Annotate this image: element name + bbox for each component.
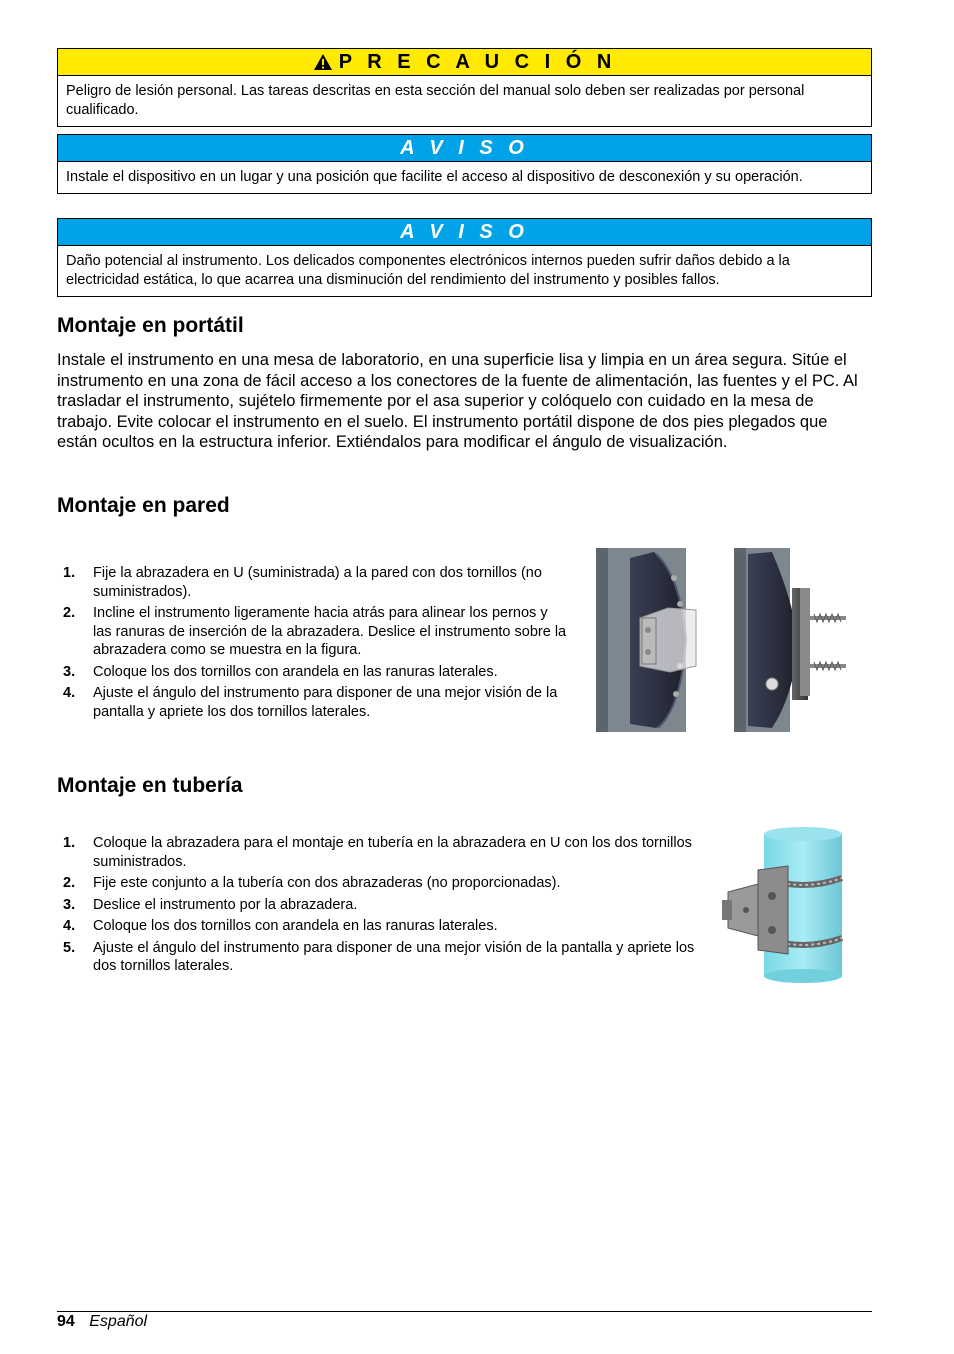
portable-paragraph: Instale el instrumento en una mesa de laboratorio, en una superficie lisa y limpia en un área segura. Sitúe el instrumento en una zona de fácil acceso a los conectores de la fuente de alimentación, las fuentes y el PC. Al trasladar el instrumento, sujételo firmemente por el asa superior y colóquelo con cuidado en la mesa de trabajo. Evite colocar el instrumento en el suelo. El instrumento portátil dispone de dos pies plegados que están ocultos en la estructura inferior. Extiéndalos para modificar el ángulo de visualización. — [57, 351, 858, 451]
list-item: 3. Deslice el instrumento por la abrazadera. — [63, 896, 358, 913]
list-item: 5. Ajuste el ángulo del instrumento para disponer de una mejor visión de la pantalla y apriete los dos tornillos laterales. — [63, 939, 695, 974]
warning-icon — [313, 53, 333, 71]
page-number: 94 — [57, 1313, 75, 1330]
notice-text-2: Daño potencial al instrumento. Los delicados componentes electrónicos internos pueden sufrir daños debido a la electricidad estática, lo que acarrea una disminución del rendimiento del instrumento y posibles fallos. — [66, 253, 790, 288]
list-item: 4. Coloque los dos tornillos con arandela en las ranuras laterales. — [63, 918, 498, 934]
pipe-heading: Montaje en tubería — [57, 774, 243, 797]
caution-header — [58, 49, 871, 76]
notice-header-1: A V I S O — [58, 135, 871, 162]
notice-box-2 — [57, 218, 872, 297]
list-item: 3. Coloque los dos tornillos con arandela en las ranuras laterales. — [63, 663, 498, 680]
caution-text: Peligro de lesión personal. Las tareas descritas en esta sección del manual solo deben ser realizadas por personal cualificado. — [66, 83, 805, 118]
list-item: 1. Coloque la abrazadera para el montaje en tubería en la abrazadera en U con los dos tornillos suministrados. — [63, 835, 692, 870]
notice-box-1 — [57, 134, 872, 194]
footer-language: Español — [89, 1313, 148, 1330]
notice-text-1: Instale el dispositivo en un lugar y una posición que facilite el acceso al dispositivo de desconexión y su operación. — [66, 169, 803, 185]
portable-heading: Montaje en portátil — [57, 314, 244, 337]
wall-heading: Montaje en pared — [57, 494, 230, 517]
list-item: 4. Ajuste el ángulo del instrumento para disponer de una mejor visión de la pantalla y apriete los dos tornillos laterales. — [63, 685, 558, 720]
wall-steps-list — [57, 564, 569, 724]
caution-box — [57, 48, 872, 127]
notice-header-2: A V I S O — [58, 219, 871, 246]
pipe-steps-list — [57, 834, 697, 979]
pipe-mount-figure — [718, 826, 844, 984]
caution-title: P R E C A U C I Ó N — [338, 50, 617, 73]
wall-mount-figure — [596, 548, 850, 736]
list-item: 2. Fije este conjunto a la tubería con dos abrazaderas (no proporcionadas). — [63, 875, 561, 891]
footer-divider — [57, 1311, 872, 1312]
list-item: 1. Fije la abrazadera en U (suministrada) a la pared con dos tornillos (no suministrados). — [63, 565, 542, 600]
page-footer — [57, 1313, 147, 1331]
list-item: 2. Incline el instrumento ligeramente hacia atrás para alinear los pernos y las ranuras de inserción de la abrazadera. Deslice el instrumento sobre la abrazadera como se muestra en la figura. — [63, 605, 567, 658]
